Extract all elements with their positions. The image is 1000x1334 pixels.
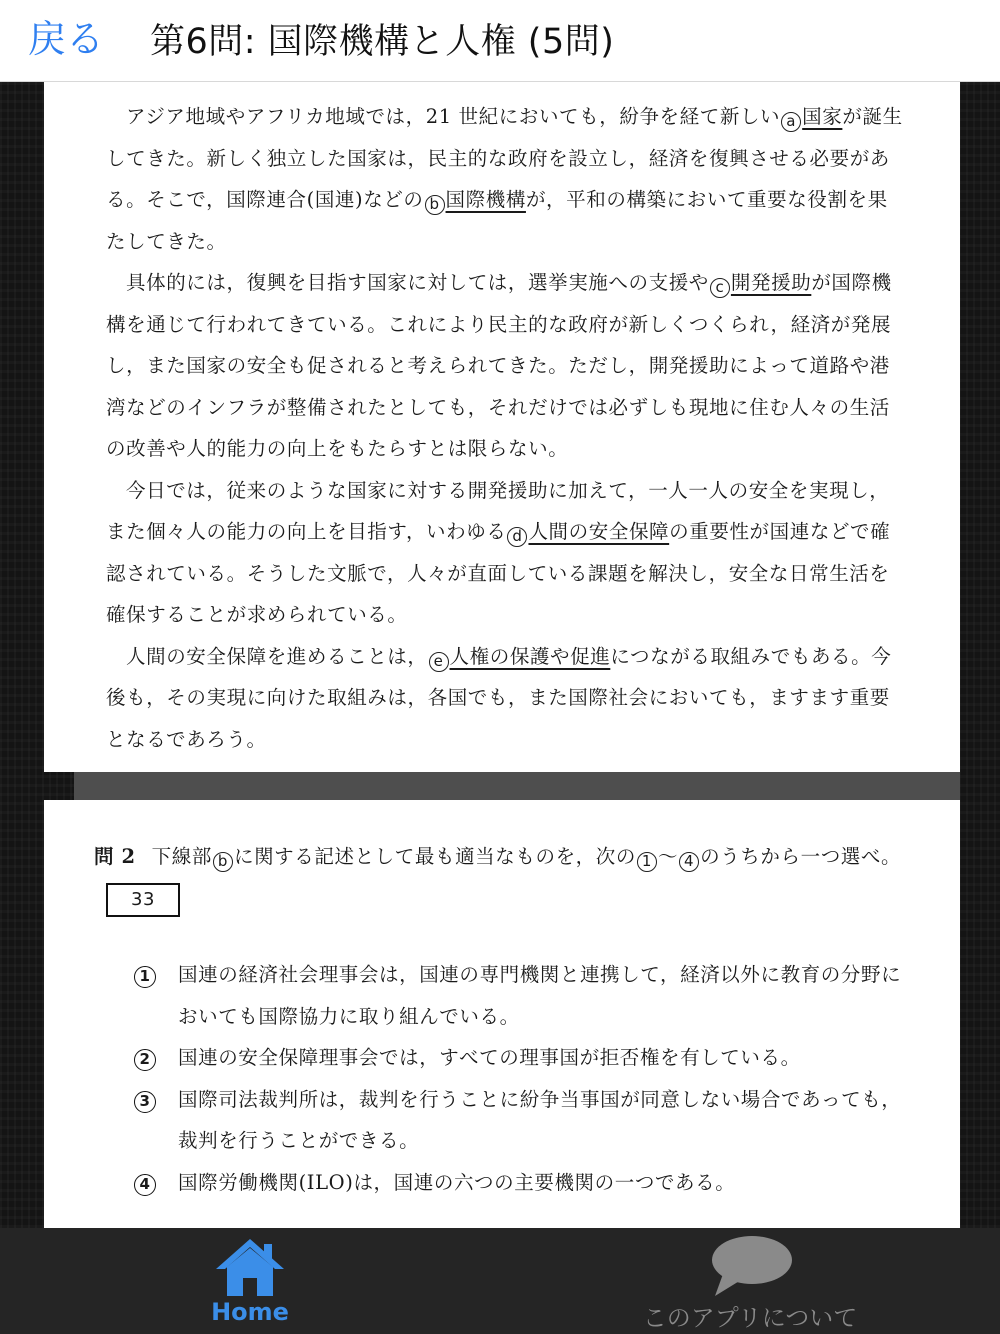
underline-b: 国際機構 [445,188,526,211]
range-start: 1 [637,852,657,872]
passage-p4-b: につながる取組みでもある。今後も，その実現に向けた取組みは，各国でも，また国際社会においても，ますます重要となるであろう。 [106,644,892,751]
choice-item[interactable] [134,954,914,1037]
passage-p1-c: が，平和の構築において重要な役割を果たしてきた。 [106,188,888,253]
passage-p3-b: の重要性が国連などで確認されている。そうした文脈で，人々が直面している課題を解決し，安全な日常生活を確保することが求められている。 [106,520,891,626]
range-end: 4 [679,852,699,872]
choice-list [134,954,914,1203]
marker-b: b [425,195,445,215]
tab-about[interactable] [600,1228,900,1334]
underline-a: 国家 [802,105,843,128]
question-page [44,800,960,1228]
house-icon [214,1236,286,1298]
question-text-c: のうちから一つ選べ。 [700,845,902,868]
choice-text: 国連の経済社会理事会は，国連の専門機関と連携して，経済以外に教育の分野においても国際協力に取り組んでいる。 [178,963,902,1028]
tab-about-label: このアプリについて [642,1304,858,1332]
choice-number: 4 [134,1174,156,1196]
choice-item[interactable] [134,1079,914,1162]
marker-d: d [507,527,527,547]
choice-number: 3 [134,1091,156,1113]
underline-c: 開発援助 [730,271,812,294]
underline-d: 人間の安全保障 [528,520,670,543]
document-viewer[interactable] [0,82,1000,1228]
choice-text: 国連の安全保障理事会では，すべての理事国が拒否権を有している。 [178,1046,801,1069]
passage-p2-b: が国際機構を通じて行われてきている。これにより民主的な政府が新しくつくられ，経済が発展し，また国家の安全も促されると考えられてきた。ただし，開発援助によって道路や港湾などのインフラが整備されたとしても，それだけでは必ずしも現地に住む人々の生活の改善や人的能力の向上をもたらすとは限らない。 [106,271,892,460]
choice-number: 2 [134,1049,156,1071]
passage-p1-b: が誕生してきた。新しく独立した国家は，民主的な政府を設立し，経済を復興させる必要がある。そこで，国際連合(国連)などの [106,105,903,211]
passage-p2-a: 具体的には，復興を目指す国家に対しては，選挙実施への支援や [126,271,709,294]
passage-p3-a: 今日では，従来のような国家に対する開発援助に加えて，一人一人の安全を実現し，また個々人の能力の向上を目指す，いわゆる [106,478,890,543]
range-sep: ～ [658,845,679,868]
choice-number: 1 [134,966,156,988]
tab-bar [0,1228,1000,1334]
page-title: 第6問: 国際機構と人権 (5問) [150,22,615,62]
choice-text: 国際司法裁判所は，裁判を行うことに紛争当事国が同意しない場合であっても，裁判を行うことができる。 [178,1087,902,1152]
question-number: 問 2 [94,845,136,868]
passage-p4-a: 人間の安全保障を進めることは， [126,644,428,668]
choice-text: 国際労働機関(ILO)は，国連の六つの主要機関の一つである。 [178,1170,736,1194]
choice-item[interactable] [134,1037,914,1079]
nav-header [0,0,1000,82]
back-button[interactable]: 戻る [28,17,105,61]
passage-text [106,96,906,760]
page-gutter [74,772,960,800]
tab-home-label: Home [211,1298,289,1326]
question-text-b: に関する記述として最も適当なものを，次の [233,845,636,868]
choice-item[interactable] [134,1162,914,1204]
marker-c: c [710,278,730,298]
marker-a: a [781,112,801,132]
passage-page [44,82,960,772]
question-text-a: 下線部 [151,845,212,868]
answer-number-box: 33 [106,883,180,917]
tab-home[interactable] [170,1228,330,1334]
question-marker: b [213,852,233,872]
marker-e: e [429,652,449,672]
underline-e: 人権の保護や促進 [449,644,611,668]
passage-p1-a: アジア地域やアフリカ地域では，21 世紀においても，紛争を経て新しい [126,105,781,128]
speech-bubble-icon [707,1234,793,1300]
question-stem [94,836,924,920]
